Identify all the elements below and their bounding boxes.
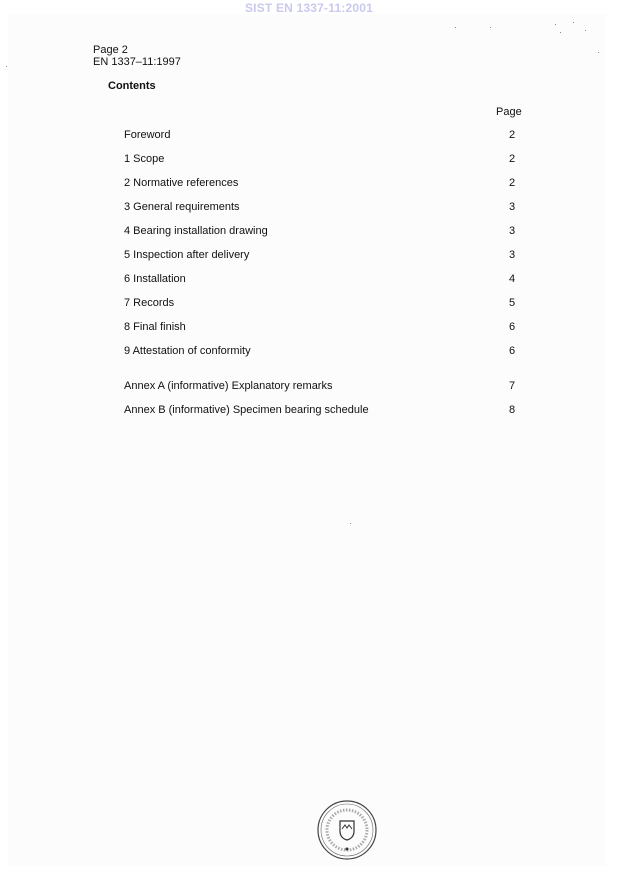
- toc-entry-label: Foreword: [124, 129, 171, 141]
- toc-entry: [124, 201, 524, 215]
- toc-entry: [124, 249, 524, 263]
- toc-entry-page: 2: [509, 177, 516, 189]
- toc-entry-label: 2 Normative references: [124, 177, 239, 189]
- toc-entry-label: 6 Installation: [124, 273, 186, 285]
- toc-entry: [124, 153, 524, 167]
- toc-entry: [124, 177, 524, 191]
- toc-entry-label: 8 Final finish: [124, 321, 186, 333]
- watermark: SIST EN 1337-11:2001: [244, 1, 374, 15]
- page-number: Page 2: [93, 44, 128, 56]
- toc-entry: [124, 404, 524, 418]
- toc-entry-label: 5 Inspection after delivery: [124, 249, 250, 261]
- toc-entry: [124, 225, 524, 239]
- official-seal: [316, 799, 378, 861]
- toc-entry-page: 6: [509, 345, 516, 357]
- toc-entry-page: 7: [509, 380, 516, 392]
- toc-entry-page: 8: [509, 404, 516, 416]
- toc-entry-label: Annex B (informative) Specimen bearing schedule: [124, 404, 369, 416]
- toc-entry: [124, 129, 524, 143]
- toc-entry-page: 4: [509, 273, 516, 285]
- toc-entry: [124, 273, 524, 287]
- toc-entry: [124, 345, 524, 359]
- toc-entry-page: 3: [509, 249, 516, 261]
- page-column-label: Page: [496, 106, 522, 118]
- toc-entry-page: 6: [509, 321, 516, 333]
- toc-entry: [124, 297, 524, 311]
- toc-entry: [124, 380, 524, 394]
- toc-entry-label: 7 Records: [124, 297, 175, 309]
- toc-entry-page: 3: [509, 225, 516, 237]
- toc-entry-label: 9 Attestation of conformity: [124, 345, 251, 357]
- toc-entry-page: 5: [509, 297, 516, 309]
- toc-entry-page: 2: [509, 153, 516, 165]
- toc-entry-label: 1 Scope: [124, 153, 165, 165]
- toc-entry-label: Annex A (informative) Explanatory remarks: [124, 380, 333, 392]
- toc-entry-label: 4 Bearing installation drawing: [124, 225, 268, 237]
- toc-entry: [124, 321, 524, 335]
- toc-entry-page: 2: [509, 129, 516, 141]
- standard-id: EN 1337–11:1997: [93, 56, 181, 68]
- contents-title: Contents: [108, 80, 156, 92]
- toc-entry-page: 3: [509, 201, 516, 213]
- toc-entry-label: 3 General requirements: [124, 201, 240, 213]
